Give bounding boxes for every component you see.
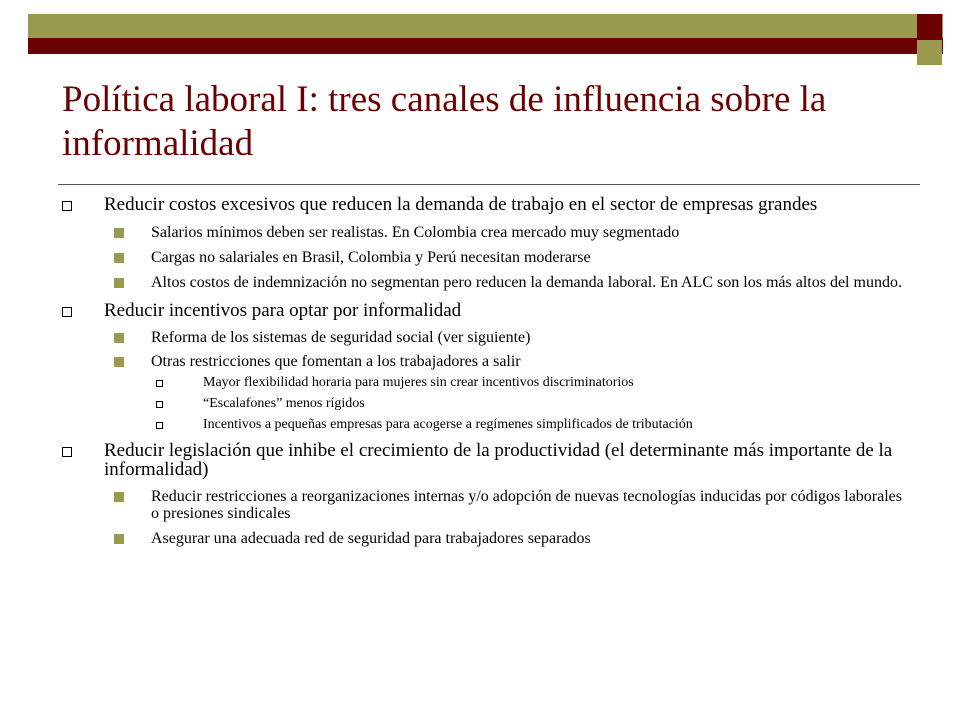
- bullet-2-2-1-text: Mayor flexibilidad horaria para mujeres sin crear incentivos discriminatorios: [203, 375, 634, 390]
- small-hollow-square-bullet-icon: [156, 380, 163, 387]
- small-hollow-square-bullet-icon: [156, 422, 163, 429]
- bullet-2: [0, 301, 960, 320]
- slide-body: [0, 195, 960, 547]
- filled-square-bullet-icon: [114, 228, 124, 238]
- bullet-1-2-text: Cargas no salariales en Brasil, Colombia y Perú necesitan moderarse: [151, 249, 591, 266]
- bullet-3-2: [0, 530, 960, 547]
- filled-square-bullet-icon: [114, 253, 124, 263]
- bullet-1-text: Reducir costos excesivos que reducen la demanda de trabajo en el sector de empresas grandes: [104, 194, 818, 215]
- slide-title: Política laboral I: tres canales de influencia sobre la informalidad: [62, 79, 827, 164]
- decor-square-maroon: [917, 14, 942, 39]
- bullet-1-3: [0, 274, 960, 291]
- filled-square-bullet-icon: [114, 534, 124, 544]
- bullet-2-2-text: Otras restricciones que fomentan a los trabajadores a salir: [151, 353, 521, 370]
- hollow-square-bullet-icon: [62, 447, 72, 457]
- decor-top-band: [28, 14, 943, 41]
- bullet-2-text: Reducir incentivos para optar por informalidad: [104, 300, 462, 321]
- bullet-1-3-text: Altos costos de indemnización no segmentan pero reducen la demanda laboral. En ALC son los más altos del mundo.: [151, 274, 902, 291]
- hollow-square-bullet-icon: [62, 201, 72, 211]
- bullet-1-1: [0, 224, 960, 241]
- decor-square-olive: [917, 40, 942, 65]
- bullet-3: [0, 441, 960, 479]
- bullet-1-1-text: Salarios mínimos deben ser realistas. En Colombia crea mercado muy segmentado: [151, 224, 680, 241]
- bullet-2-2-1: [0, 374, 960, 391]
- small-hollow-square-bullet-icon: [156, 401, 163, 408]
- filled-square-bullet-icon: [114, 278, 124, 288]
- band-maroon: [28, 38, 943, 54]
- band-olive: [28, 14, 943, 38]
- bullet-3-1-text: Reducir restricciones a reorganizaciones internas y/o adopción de nuevas tecnologías inducidas por códigos laborales o presiones sindicales: [151, 488, 903, 522]
- bullet-1: [0, 195, 960, 214]
- bullet-2-2-3-text: Incentivos a pequeñas empresas para acogerse a regímenes simplificados de tributación: [203, 417, 693, 432]
- bullet-3-2-text: Asegurar una adecuada red de seguridad para trabajadores separados: [151, 530, 591, 547]
- bullet-3-1: [0, 488, 960, 522]
- filled-square-bullet-icon: [114, 333, 124, 343]
- bullet-2-2: [0, 353, 960, 370]
- bullet-2-2-2-text: “Escalafones” menos rígidos: [203, 396, 365, 411]
- filled-square-bullet-icon: [114, 357, 124, 367]
- bullet-2-2-2: [0, 395, 960, 412]
- filled-square-bullet-icon: [114, 492, 124, 502]
- bullet-3-text: Reducir legislación que inhibe el crecimiento de la productividad (el determinante más importante de la informalidad): [104, 440, 893, 480]
- bullet-2-1-text: Reforma de los sistemas de seguridad social (ver siguiente): [151, 329, 531, 346]
- bullet-1-2: [0, 249, 960, 266]
- bullet-2-1: [0, 329, 960, 346]
- hollow-square-bullet-icon: [62, 307, 72, 317]
- title-divider: [58, 184, 920, 185]
- bullet-2-2-3: [0, 416, 960, 433]
